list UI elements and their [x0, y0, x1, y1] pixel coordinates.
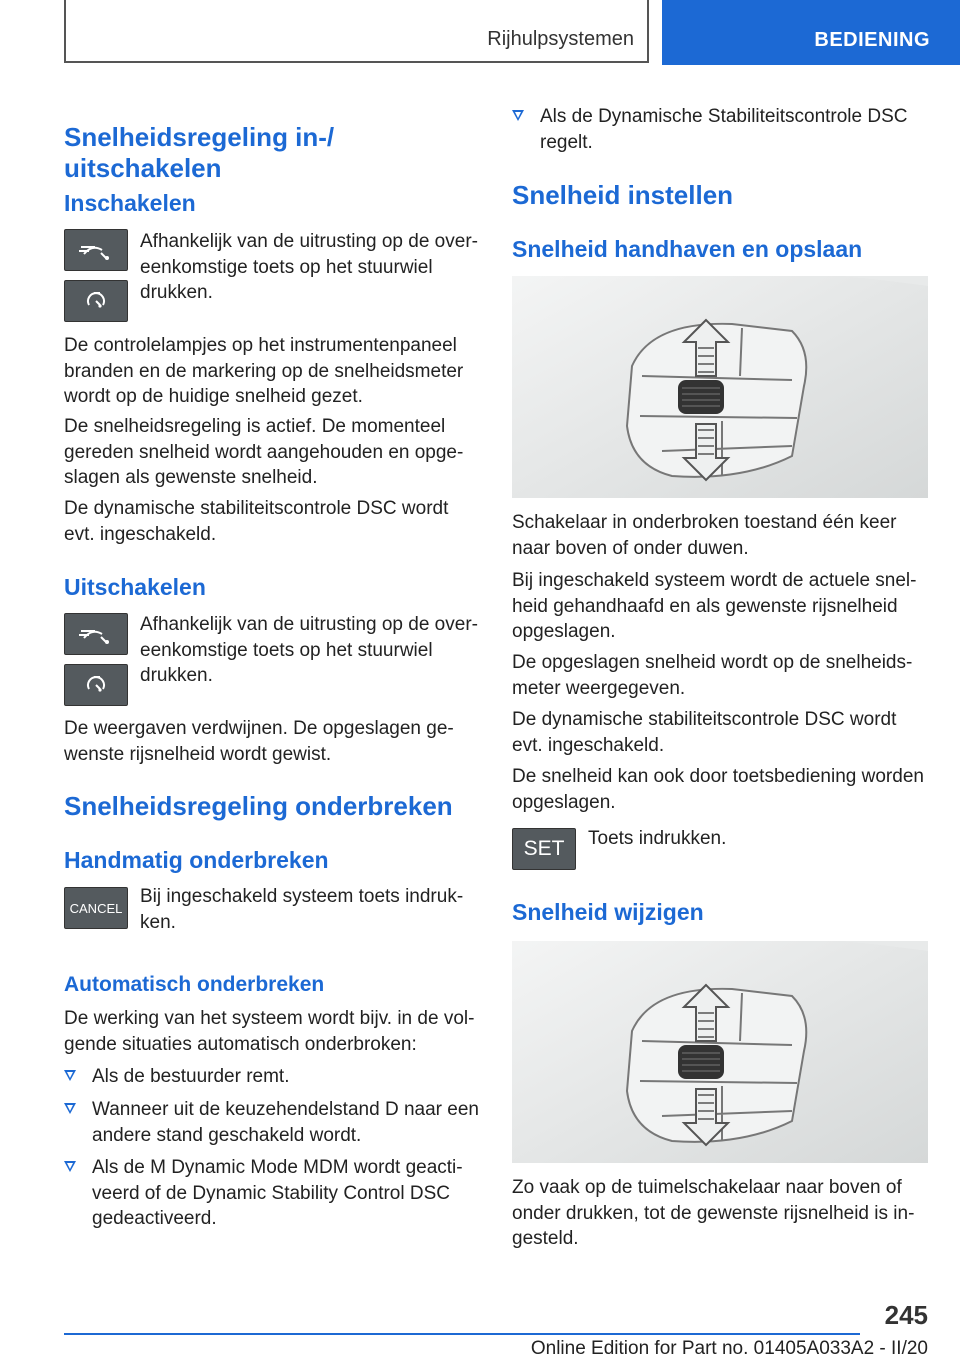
steering-wheel-switch-image: [512, 941, 928, 1163]
wijzigen-p: Zo vaak op de tuimelschakelaar naar boven of onder drukken, tot de gewenste rijsnelheid is in-gesteld.: [512, 1177, 915, 1249]
automatisch-p: De werking van het systeem wordt bijv. in de vol-gende situaties automatisch onderbroken:: [64, 1008, 475, 1055]
list-item: Als de M Dynamic Mode MDM wordt geacti-veerd of de Dynamic Stability Control DSC gedeactiveerd.: [64, 1155, 480, 1233]
heading-handhaven: Snelheid handhaven en opslaan: [512, 236, 863, 262]
heading-automatisch: Automatisch onderbreken: [64, 973, 325, 996]
section-title-snelheid-instellen: Snelheid instellen: [512, 180, 734, 210]
handhaven-p4: De dynamische stabiliteitscontrole DSC wordt evt. ingeschakeld.: [512, 709, 897, 756]
handhaven-p1: Schakelaar in onderbroken toestand één keer naar boven of onder duwen.: [512, 512, 897, 559]
page-number: 245: [884, 1300, 928, 1330]
section-title-in-uitschakelen: Snelheidsregeling in-/ uitschakelen: [64, 122, 335, 183]
speed-limiter-button-icon: [64, 280, 128, 322]
inschakelen-icon-text: Afhankelijk van de uitrusting op de over- eenkomstige toets op het stuurwiel drukken.: [140, 231, 478, 303]
set-button-label: SET: [523, 837, 565, 860]
inschakelen-p3: De dynamische stabiliteitscontrole DSC wordt evt. ingeschakeld.: [64, 498, 449, 545]
handhaven-p2: Bij ingeschakeld systeem wordt de actuele snel-heid gehandhaafd en als gewenste rijsnelheid opgeslagen.: [512, 570, 917, 642]
cruise-control-button-icon: [64, 613, 128, 655]
handhaven-p5: De snelheid kan ook door toetsbediening worden opgeslagen.: [512, 766, 924, 813]
set-button-icon: [512, 828, 576, 870]
speed-limiter-button-icon: [64, 664, 128, 706]
bullet-triangle-icon: [64, 1161, 76, 1172]
inschakelen-p2: De snelheidsregeling is actief. De momenteel gereden snelheid wordt aangehouden en opge-slagen als gewenste snelheid.: [64, 416, 464, 488]
heading-wijzigen: Snelheid wijzigen: [512, 899, 704, 925]
header-tab-label: BEDIENING: [814, 29, 930, 51]
list-item: Wanneer uit de keuzehendelstand D naar een andere stand geschakeld wordt.: [64, 1097, 480, 1149]
handhaven-p3: De opgeslagen snelheid wordt op de snelheids-meter weergegeven.: [512, 652, 913, 699]
uitschakelen-p1: De weergaven verdwijnen. De opgeslagen ge-wenste rijsnelheid wordt gewist.: [64, 718, 454, 765]
heading-inschakelen: Inschakelen: [64, 190, 196, 216]
cancel-button-icon: [64, 887, 128, 929]
heading-uitschakelen: Uitschakelen: [64, 574, 206, 600]
bullet-triangle-icon: [64, 1103, 76, 1114]
inschakelen-p1: De controlelampjes op het instrumentenpaneel branden en de markering op de snelheidsmeter wordt op de huidige snelheid gezet.: [64, 335, 464, 407]
list-item: Als de Dynamische Stabiliteitscontrole DSC regelt.: [512, 104, 928, 156]
section-title-onderbreken: Snelheidsregeling onderbreken: [64, 791, 453, 821]
bullet-triangle-icon: [64, 1070, 76, 1081]
set-text: Toets indrukken.: [588, 828, 727, 849]
footer-edition: Online Edition for Part no. 01405A033A2 - II/20: [530, 1338, 928, 1359]
bullet-triangle-icon: [512, 110, 524, 121]
uitschakelen-icon-text: Afhankelijk van de uitrusting op de over- eenkomstige toets op het stuurwiel drukken.: [140, 614, 478, 686]
footer-divider: [64, 1333, 860, 1335]
cruise-control-button-icon: [64, 229, 128, 271]
handmatig-text: Bij ingeschakeld systeem toets indruk- ken.: [140, 886, 464, 933]
heading-handmatig: Handmatig onderbreken: [64, 847, 329, 873]
cancel-button-label: CANCEL: [69, 900, 123, 916]
list-item: Als de bestuurder remt.: [64, 1064, 480, 1090]
header-section: Rijhulpsystemen: [487, 28, 634, 50]
steering-wheel-switch-image: [512, 276, 928, 498]
header-tab: [662, 0, 960, 65]
